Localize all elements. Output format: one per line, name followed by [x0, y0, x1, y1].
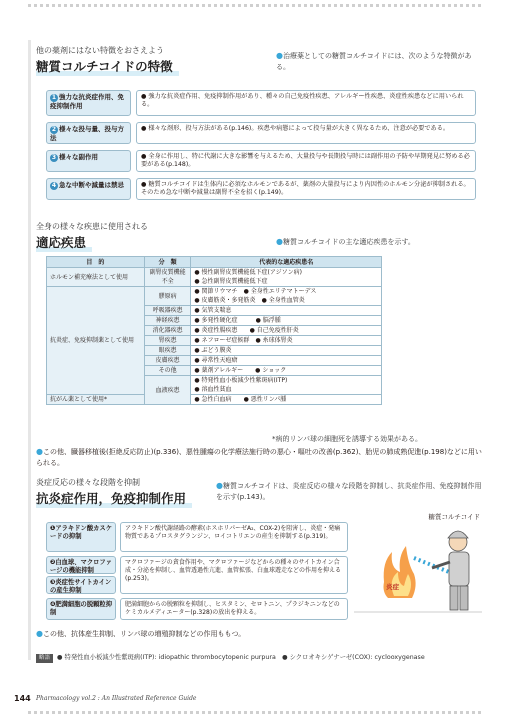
- table-row: 眼疾患 ● ぶどう膜炎: [47, 346, 382, 356]
- page-number: 144: [14, 694, 31, 703]
- top-border: [28, 4, 481, 11]
- header-purpose: 目 的: [47, 257, 145, 268]
- abbreviation-footer: 略語 ● 特発性血小板減少性紫斑病(ITP): idiopathic thrombocytopenic purpura ● シクロオキシゲナーゼ(COX): cyclooxygenase: [36, 653, 482, 663]
- mechanism-desc: アラキドン酸代謝経路の酵素(ホスホリパーゼA₂、COX-2)を阻害し、炎症・発痛物質であるプロスタグランジン、ロイコトリエンの産生を抑制する(p.319)。: [120, 522, 348, 552]
- section2-subtitle: 全身の様々な疾患に使用される: [36, 222, 148, 231]
- section-anti-inflammatory: [36, 478, 482, 648]
- mechanism-label: ❷白血球、マクロファージの機能抑制: [46, 556, 116, 574]
- section1-note: ●治療薬としての糖質コルチコイドには、次のような特徴がある。: [276, 51, 472, 71]
- table-row: 抗がん薬として使用* ● 急性白血病 ● 悪性リンパ腫: [47, 395, 382, 405]
- feature-row-4: [46, 178, 476, 200]
- section2-paragraph: ●この他、臓器移植後(拒絶反応防止)(p.336)、悪性腫瘍の化学療法施行時の悪心・嘔吐の改善(p.362)、胎児の肺成熟促進(p.198)などに用いられる。: [36, 447, 482, 467]
- left-margin-bar: [28, 40, 31, 660]
- feature-row-1: [46, 90, 476, 116]
- mechanism-label: ❹肥満細胞の脱顆粒抑制: [46, 598, 116, 620]
- abbreviation-tag: 略語: [36, 654, 53, 663]
- feature-desc: ● 全身に作用し、特に代謝に大きな影響を与えるため、大量投与や長期投与時には副作用の予防や早期発見に努める必要がある(p.148)。: [136, 150, 476, 172]
- feature-label: 2 様々な投与量、投与方法: [46, 122, 131, 144]
- table-row: その他 ● 薬剤アレルギー ● ショック: [47, 366, 382, 376]
- section-indications: [36, 222, 482, 472]
- mechanism-label: ❶アラキドン酸カスケードの抑制: [46, 522, 116, 552]
- section3-paragraph: ●この他、抗体産生抑制、リンパ球の増殖抑制などの作用ももつ。: [36, 629, 246, 638]
- table-row: 血液疾患 ● 特発性血小板減少性紫斑病(ITP) ● 溶血性貧血: [47, 376, 382, 395]
- feature-label: 4 急な中断や減量は禁忌: [46, 178, 131, 200]
- running-footer: Pharmacology vol.2 : An Illustrated Reference Guide: [36, 695, 197, 702]
- indications-table: [46, 256, 382, 405]
- mechanism-desc: マクロファージの貪食作用や、マクロファージなどからの種々のサイトカイン合成・分泌を抑制し、血管透過性亢進、血管拡張、白血球遊走などの作用を抑える(p.253)。: [120, 556, 348, 594]
- feature-label: 1 強力な抗炎症作用、免疫抑制作用: [46, 90, 131, 116]
- table-row: 神経疾患 ● 多発性硬化症 ● 脳浮腫: [47, 316, 382, 326]
- feature-label: 3 様々な副作用: [46, 150, 131, 172]
- fire-label: 炎症: [386, 583, 399, 591]
- section1-subtitle: 他の薬剤にはない特徴をおさえよう: [36, 46, 164, 55]
- mechanism-label: ❸炎症性サイトカインの産生抑制: [46, 576, 116, 594]
- bottom-border: [28, 711, 481, 714]
- feature-desc: ● 強力な抗炎症作用、免疫抑制作用があり、種々の自己免疫性疾患、アレルギー性疾患、炎症性疾患などに用いられる。: [136, 90, 476, 116]
- table-row: 皮膚疾患 ● 尋常性天疱瘡: [47, 356, 382, 366]
- feature-row-2: [46, 122, 476, 144]
- table-footnote: *病的リンパ球の細胞死を誘導する効果がある。: [272, 435, 423, 443]
- firefighter-illustration: [354, 512, 482, 622]
- illustration-label: 糖質コルチコイド: [428, 513, 480, 521]
- section2-title: 適応疾患: [36, 235, 87, 250]
- mechanism-desc: 肥満細胞からの脱顆粒を抑制し、ヒスタミン、セロトニン、プラジキニンなどのケミカルメディエーター(p.328)の放出を抑える。: [120, 598, 348, 620]
- table-row: 消化器疾患 ● 炎症性腸疾患 ● 自己免疫性肝炎: [47, 326, 382, 336]
- section3-note: ●糖質コルチコイドは、炎症反応の様々な段階を抑制し、抗炎症作用、免疫抑制作用を示す(p.143)。: [216, 481, 482, 501]
- feature-desc: ● 様々な剤形、投与方法がある(p.146)。疾患や病態によって投与量が大きく異なるため、注意が必要である。: [136, 122, 476, 144]
- table-row: 抗炎症、免疫抑制薬として使用 膠原病 ● 関節リウマチ ● 全身性エリテマトーデス ● 皮膚筋炎・多発筋炎 ● 全身性血管炎: [47, 287, 382, 306]
- table-row: 腎疾患 ● ネフローゼ症候群 ● 糸球体腎炎: [47, 336, 382, 346]
- header-category: 分 類: [144, 257, 191, 268]
- section-features: [36, 46, 482, 216]
- section2-note: ●糖質コルチコイドの主な適応疾患を示す。: [276, 237, 415, 246]
- section1-title: 糖質コルチコイドの特徴: [36, 59, 173, 74]
- table-row: 呼吸器疾患 ● 気管支喘息: [47, 306, 382, 316]
- feature-desc: ● 糖質コルチコイドは生体内に必須なホルモンであるが、薬剤の大量投与により内因性のホルモン分泌が抑制される。そのため急な中断や減量は副腎不全を招く(p.149)。: [136, 178, 476, 200]
- header-diseases: 代表的な適応疾患名: [191, 257, 382, 268]
- section3-subtitle: 炎症反応の様々な段階を抑制: [36, 478, 140, 487]
- table-row: ホルモン補充療法として使用 副腎皮質機能不全 ● 慢性副腎皮質機能低下症(アジソン病) ● 急性副腎皮質機能低下症: [47, 268, 382, 287]
- section3-title: 抗炎症作用，免疫抑制作用: [36, 491, 187, 506]
- feature-row-3: [46, 150, 476, 172]
- firefighter-icon: [354, 512, 482, 622]
